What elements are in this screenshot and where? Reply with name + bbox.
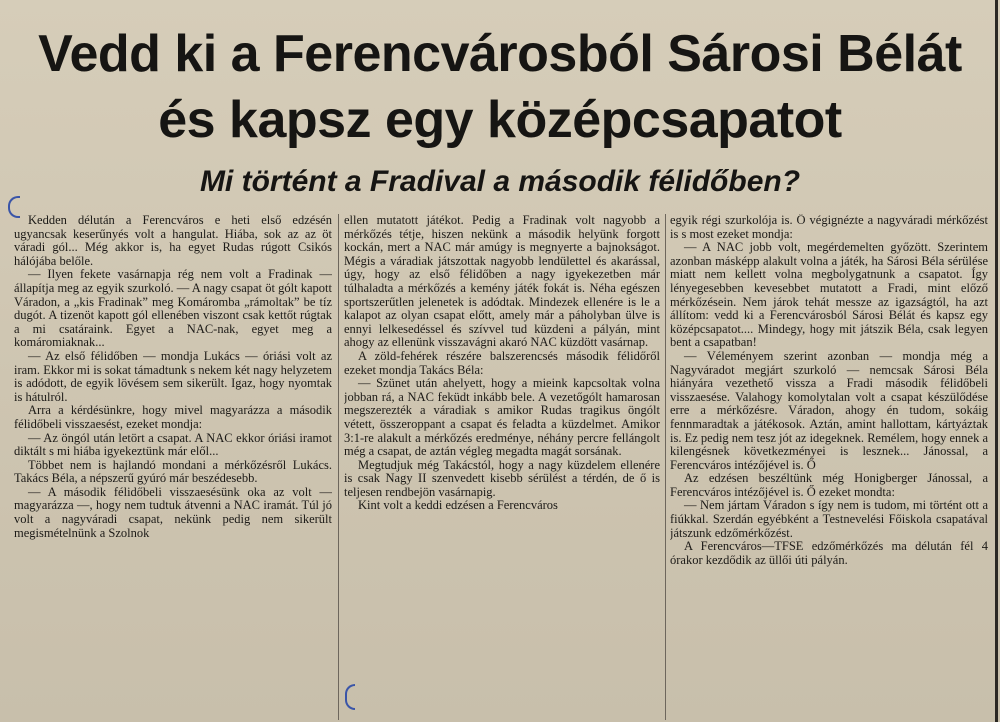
paragraph: A zöld-fehérek részére balszerencsés második félidőről ezeket mondja Takács Béla: <box>344 348 660 377</box>
headline-line-2: és kapsz egy középcsapatot <box>158 91 842 149</box>
paragraph: ellen mutatott játékot. Pedig a Fradinak volt nagyobb a mérkőzés tétje, hiszen nekünk a második helyünk forgott kockán, mert a NAC már amúgy is megnyerte a bajnokságot. Mégis a váradiak játszottak nagyobb lendülettel és akarással, úgy, hogy az első félidőben a nagy igyekezetben már túlhaladta a mérkőzés a kemény játék fokát is. Néha egészen sportszerűtlen jelenetek is adódtak. Mindezek ellenére is le a kalapot az olyan csapat előtt, amely már a páholyban ülve is ennyi lelkesedéssel és szívvel tud küzdeni a pályán, mint ahogy az ellenünk visszavágni akaró NAC küzdött vasárnap. <box>344 214 660 350</box>
paragraph: — A második félidőbeli visszaesésünk oka az volt — magyarázza —, hogy nem tudtuk átvenni a NAC iramát. Túl jó volt a nagyváradi csapat, nekünk pedig nem sikerült megismételnünk a Szolnok <box>14 484 332 540</box>
column-1 <box>14 214 332 720</box>
paragraph: — Az első félidőben — mondja Lukács — óriási volt az iram. Ekkor mi is sokat támadtunk s nekem két nagy helyzetem is adódott, de egyik lövésem sem sikerült. Igaz, hogy nyomtak is hátulról. <box>14 348 332 404</box>
paragraph: Többet nem is hajlandó mondani a mérkőzésről Lukács. Takács Béla, a népszerű gyúró már beszédesebb. <box>14 457 332 486</box>
paragraph: egyik régi szurkolója is. Ő végignézte a nagyváradi mérkőzést is s most ezeket mondja: <box>670 214 988 241</box>
paragraph: — Az öngól után letört a csapat. A NAC ekkor óriási iramot diktált s mi hiába igyekeztünk már elől... <box>14 430 332 459</box>
paragraph: — Szünet után ahelyett, hogy a mieink kapcsoltak volna jobban rá, a NAC feküdt inkább bele. A vezetőgólt hamarosan megszerezték a váradiak s amikor Rudas tragikus öngólt vétett, összeroppant a csapat és feladta a küzdelmet. Amikor 3:1-re alakult a mérkőzés eredménye, néhány percre fellángolt még a csapat, de aztán végleg megadta magát sorsának. <box>344 376 660 459</box>
paragraph: — Véleményem szerint azonban — mondja még a Nagyváradot megjárt szurkoló — nemcsak Sárosi Béla hiányára vezethető vissza a Fradi második félidőbeli visszaesése. Valahogy komolytalan volt a csapat készülődése erre a mérkőzésre. Váradon, ahogy én tudom, sokáig fennmaradtak a játékosok. Aztán, amint hallottam, kártyáztak is. Ez pedig nem tesz jót az idegeknek. Remélem, hogy ennek a kilengésnek következményei is lesznek... Jánossal, a Ferencváros intézőjével is. Ő <box>670 348 988 472</box>
paragraph: Az edzésen beszéltünk még Honigberger Jánossal, a Ferencváros intézőjével is. Ő ezeket mondta: <box>670 471 988 499</box>
pen-mark <box>345 684 355 710</box>
column-2 <box>344 214 660 720</box>
paragraph: — A NAC jobb volt, megérdemelten győzött. Szerintem azonban másképp alakult volna a játék, ha Sárosi Béla sérülése miatt nem kellett volna megbolygatnunk a csapatot. Így lényegesebben kevesebbet mutatott a Fradi, mint előző mérkőzésein. Nem járok tehát messze az igazságtól, ha azt állítom: vedd ki a Ferencvárosból Sárosi Bélát és kapsz egy középcsapatot.... Mindegy, hogy mit játszik Béla, csak legyen bent a csapatban! <box>670 240 988 350</box>
subheadline: Mi történt a Fradival a második félidőben? <box>199 165 801 198</box>
headline-line-1: Vedd ki a Ferencvárosból Sárosi Bélát <box>38 25 962 83</box>
paragraph: Kint volt a keddi edzésen a Ferencváros <box>358 498 558 513</box>
column-3 <box>670 214 988 720</box>
paragraph: A Ferencváros—TFSE edzőmérkőzés ma délután fél 4 órakor kezdődik az üllői úti pályán. <box>670 539 988 567</box>
paragraph: Kedden délután a Ferencváros e heti első edzésén ugyancsak keserűnyés volt a hangulat. Hiába, sok az az öt váradi gól... Még akkor is, ha egyet Rudas rúgott Csikós hálójába belőle. <box>14 214 332 268</box>
paragraph: Arra a kérdésünkre, hogy mivel magyarázza a második félidőbeli visszaesést, ezeket mondja: <box>14 403 332 431</box>
column-divider <box>665 214 666 720</box>
paragraph: — Nem jártam Váradon s így nem is tudom, mi történt ott a fiúkkal. Szerdán egyébként a Testnevelési Főiskola csapatával játszunk edzőmérkőzést. <box>670 498 988 540</box>
paragraph: Megtudjuk még Takácstól, hogy a nagy küzdelem ellenére is csak Nagy II szenvedett kisebb sérülést a térdén, de ő is teljesen rendbejön vasárnapig. <box>344 457 660 499</box>
paragraph: — Ilyen fekete vasárnapja rég nem volt a Fradinak — állapítja meg az egyik szurkoló. — A nagy csapat öt gólt kapott Váradon, a „kis Fradinak” meg Komáromba „rámoltak” be tíz dugót. A tizenöt kapott gól ellenében viszont csak kettőt rúgtak a mi csatáraink. Egyet a NAC-nak, egyet meg a komáromiaknak... <box>14 267 332 350</box>
column-divider <box>338 214 339 720</box>
